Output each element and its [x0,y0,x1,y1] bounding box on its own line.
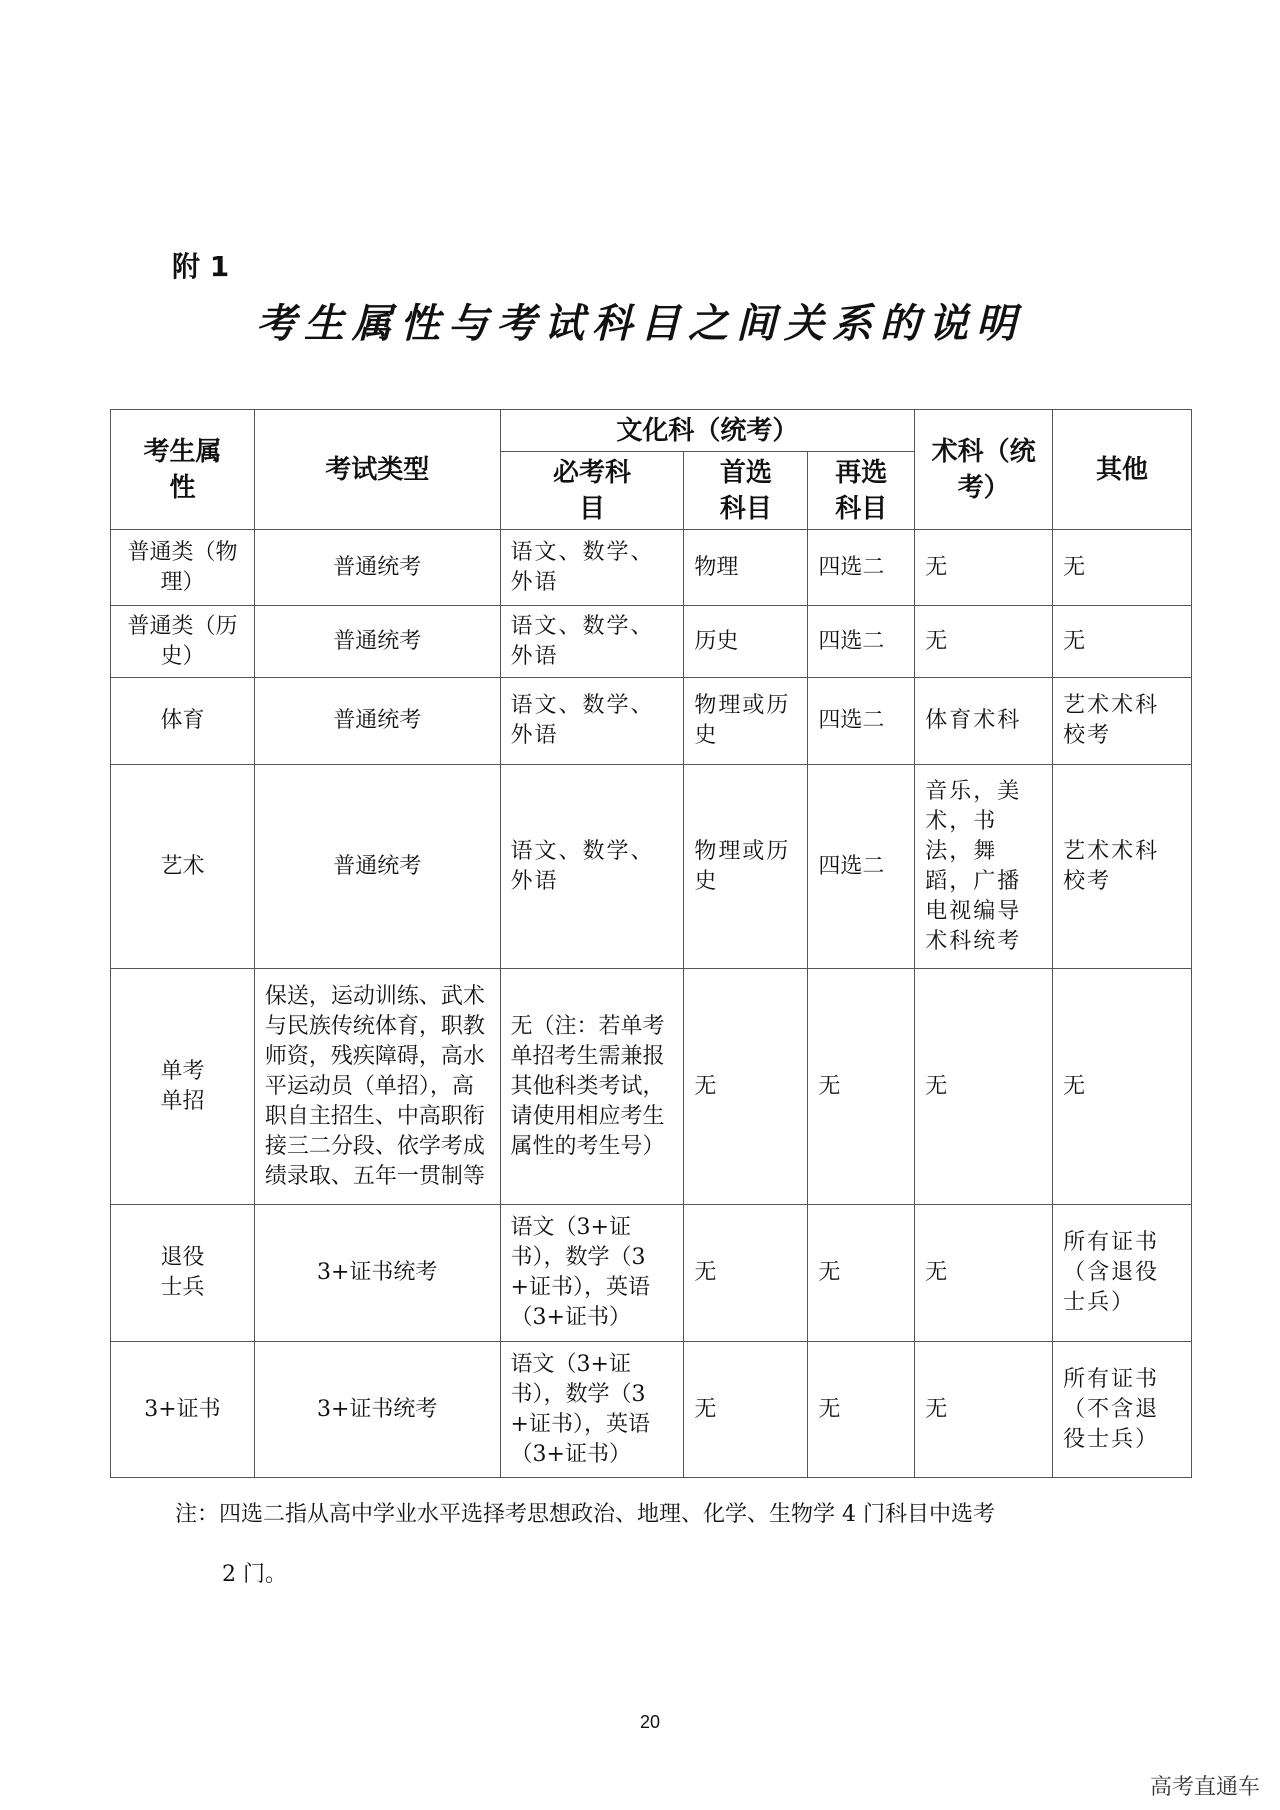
table-row [111,530,1192,606]
cell-attr: 普通类（历史） [111,606,255,678]
cell-skill: 无 [915,606,1053,678]
cell-required: 无（注：若单考单招考生需兼报其他科类考试，请使用相应考生属性的考生号） [500,969,684,1205]
cell-attr: 体育 [111,678,255,765]
cell-first: 物理 [684,530,808,606]
cell-type: 普通统考 [254,678,500,765]
header-second: 再选科目 [808,452,915,530]
cell-second: 无 [808,1205,915,1342]
cell-skill: 无 [915,530,1053,606]
cell-attr: 退役士兵 [111,1205,255,1342]
footnote: 注：四选二指从高中学业水平选择考思想政治、地理、化学、生物学 4 门科目中选考 [175,1502,995,1527]
header-attr: 考生属性 [111,410,255,530]
cell-attr: 普通类（物理） [111,530,255,606]
cell-skill: 无 [915,969,1053,1205]
cell-first: 物理或历史 [684,678,808,765]
annex-label: 附 1 [172,250,230,283]
cell-skill: 无 [915,1342,1053,1478]
table-row [111,606,1192,678]
cell-type: 普通统考 [254,606,500,678]
cell-required: 语文、数学、外语 [500,530,684,606]
cell-required: 语文（3+证书），数学（3+证书），英语（3+证书） [500,1205,684,1342]
cell-required: 语文（3+证书），数学（3+证书），英语（3+证书） [500,1342,684,1478]
cell-other: 无 [1053,969,1192,1205]
table-row [111,678,1192,765]
cell-second: 四选二 [808,606,915,678]
cell-other: 艺术术科校考 [1053,678,1192,765]
cell-first: 物理或历史 [684,765,808,969]
cell-type: 3+证书统考 [254,1342,500,1478]
cell-other: 所有证书（含退役士兵） [1053,1205,1192,1342]
header-other: 其他 [1053,410,1192,530]
page-title: 考生属性与考试科目之间关系的说明 [256,300,1024,347]
cell-other: 所有证书（不含退役士兵） [1053,1342,1192,1478]
cell-other: 无 [1053,606,1192,678]
header-type: 考试类型 [254,410,500,530]
cell-first: 无 [684,1342,808,1478]
cell-type: 普通统考 [254,765,500,969]
cell-skill: 体育术科 [915,678,1053,765]
cell-type: 保送，运动训练、武术与民族传统体育，职教师资，残疾障碍，高水平运动员（单招），高职自主招生、中高职衔接三二分段、依学考成绩录取、五年一贯制等 [254,969,500,1205]
cell-second: 无 [808,1342,915,1478]
header-skill: 术科（统考） [915,410,1053,530]
header-culture: 文化科（统考） [500,410,915,452]
cell-second: 无 [808,969,915,1205]
cell-first: 历史 [684,606,808,678]
table-row [111,1342,1192,1478]
table-row [111,969,1192,1205]
cell-second: 四选二 [808,678,915,765]
page-number: 20 [640,1712,661,1732]
cell-required: 语文、数学、外语 [500,678,684,765]
cell-attr: 艺术 [111,765,255,969]
table-row [111,1205,1192,1342]
cell-type: 普通统考 [254,530,500,606]
cell-skill: 无 [915,1205,1053,1342]
cell-type: 3+证书统考 [254,1205,500,1342]
watermark: 高考直通车 [1150,1775,1261,1800]
content-flow [110,409,1192,1590]
subject-table [110,409,1192,1478]
cell-other: 艺术术科校考 [1053,765,1192,969]
header-required: 必考科目 [500,452,684,530]
footnote-continued: 2 门。 [222,1562,287,1587]
cell-other: 无 [1053,530,1192,606]
cell-skill: 音乐，美术，书法，舞蹈，广播电视编导术科统考 [915,765,1053,969]
cell-first: 无 [684,969,808,1205]
cell-required: 语文、数学、外语 [500,606,684,678]
cell-first: 无 [684,1205,808,1342]
cell-attr: 单考单招 [111,969,255,1205]
cell-second: 四选二 [808,530,915,606]
header-first: 首选科目 [684,452,808,530]
cell-second: 四选二 [808,765,915,969]
table-row [111,765,1192,969]
cell-attr: 3+证书 [111,1342,255,1478]
cell-required: 语文、数学、外语 [500,765,684,969]
